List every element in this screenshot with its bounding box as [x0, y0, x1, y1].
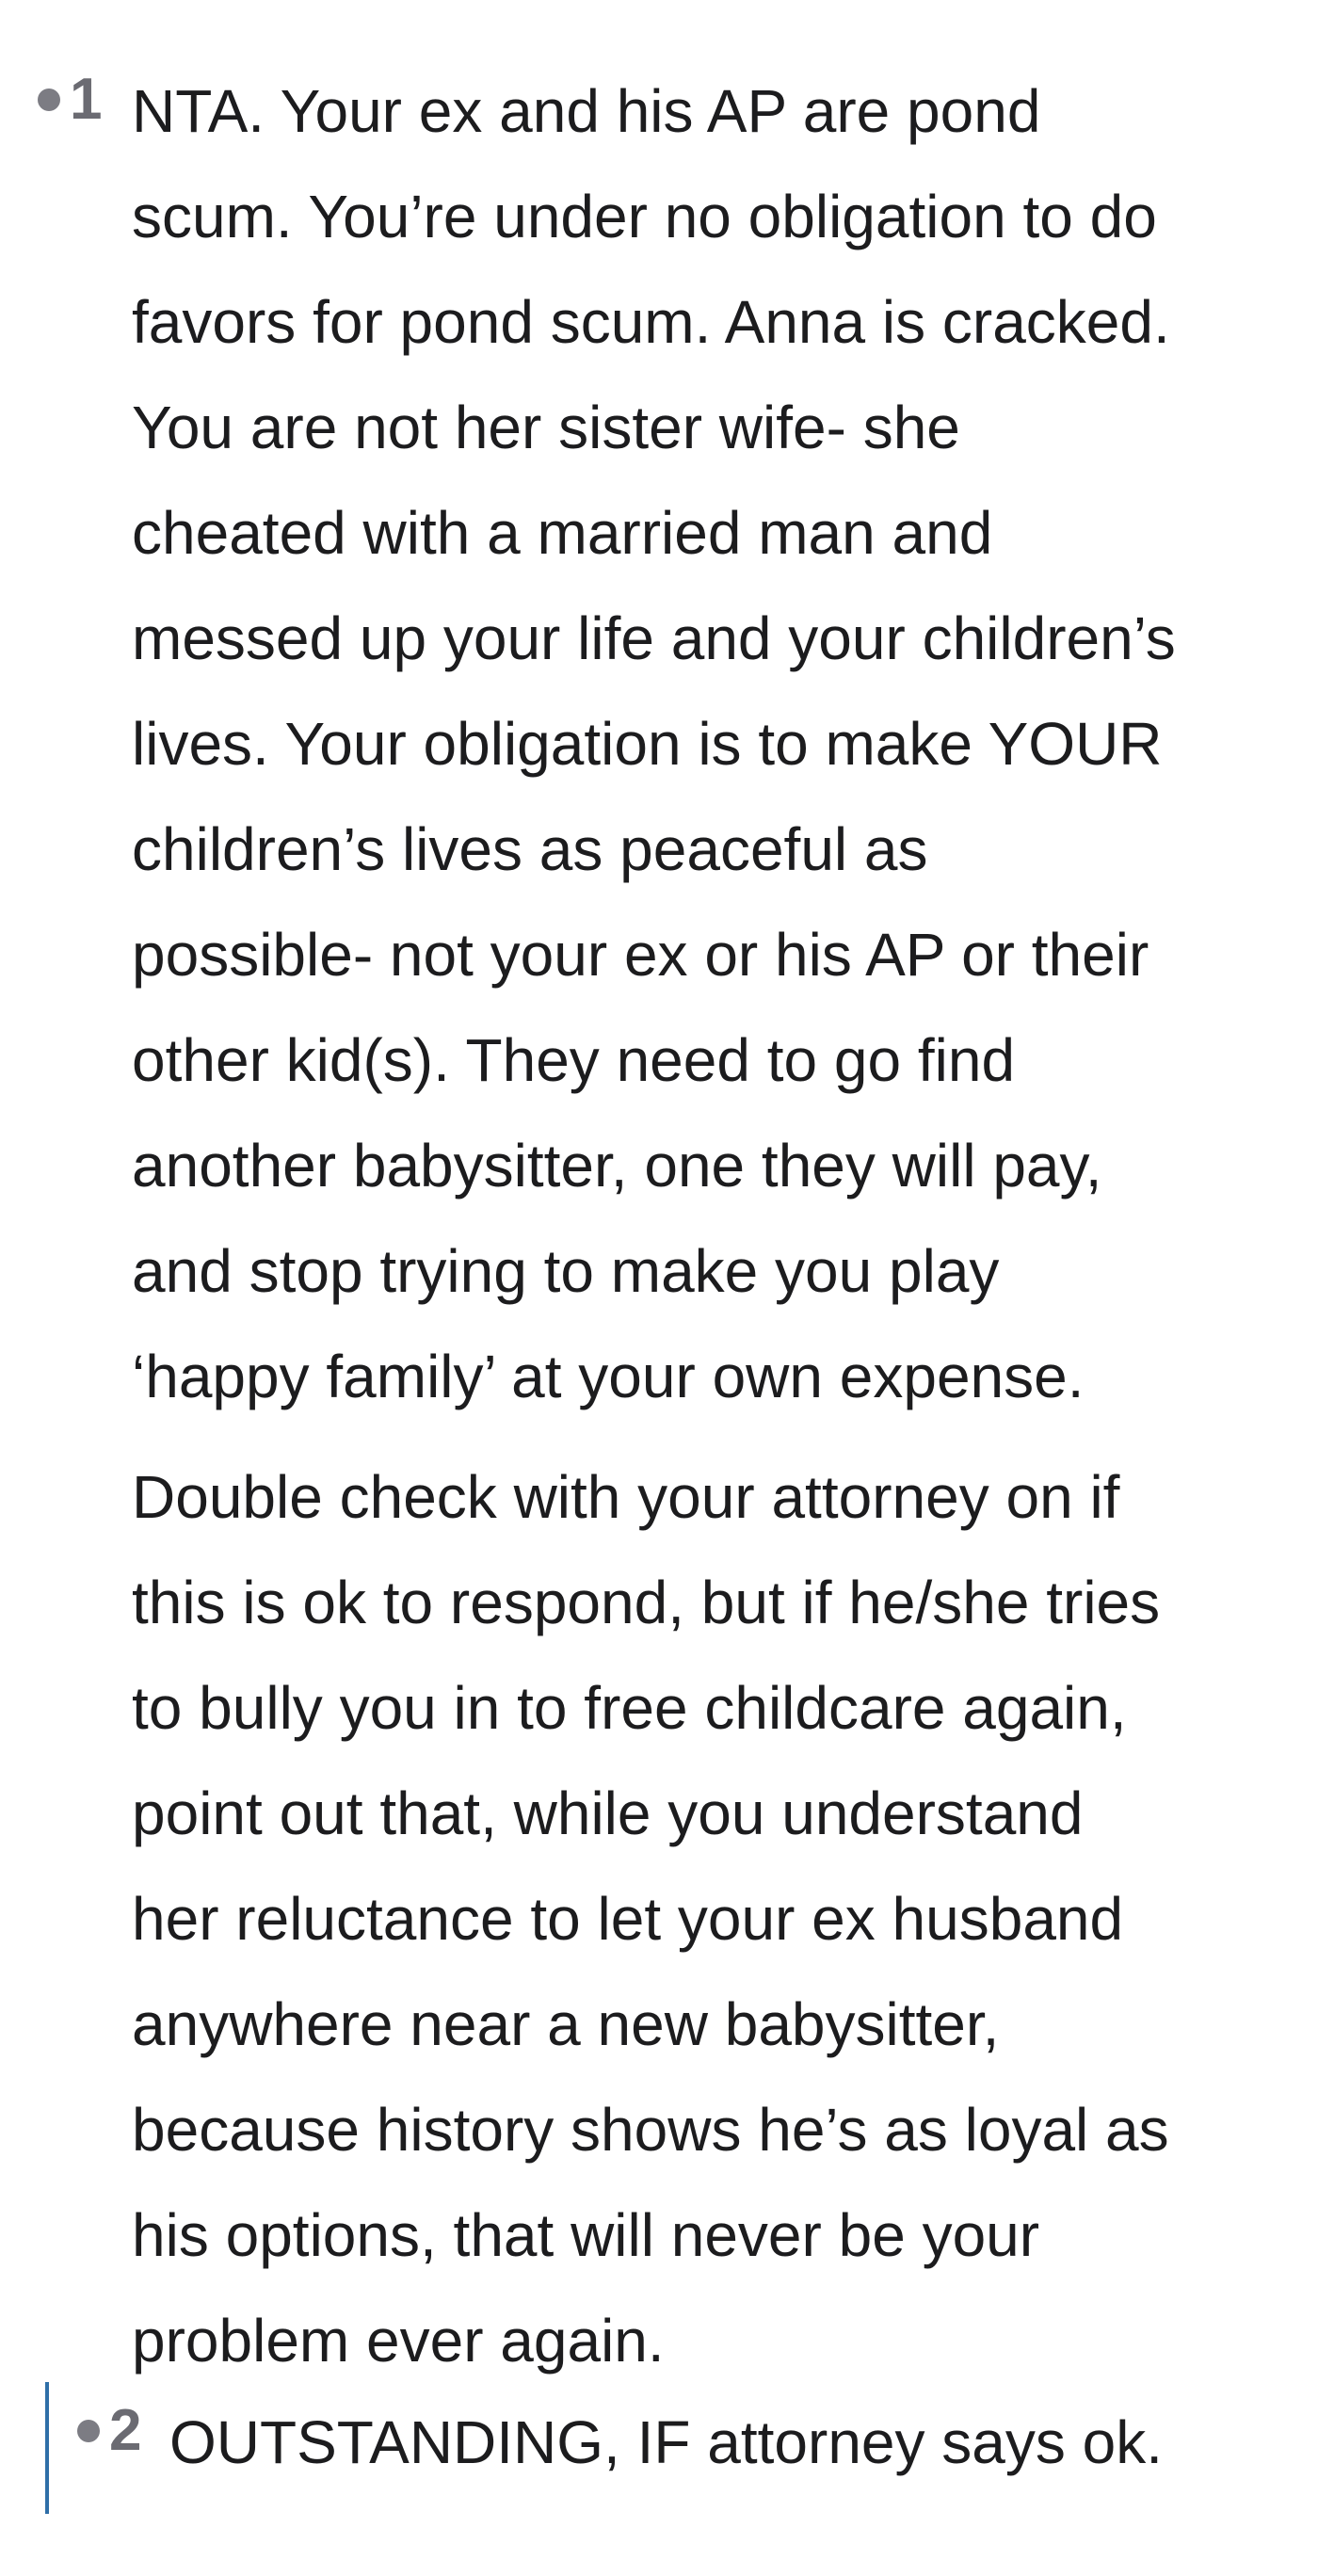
text-line: problem ever again.: [132, 2307, 665, 2375]
text-line: OUTSTANDING, IF attorney says ok.: [169, 2408, 1164, 2476]
text-line: her reluctance to let your ex husband: [132, 1885, 1124, 1953]
bullet-dot-icon: [77, 2420, 100, 2442]
text-line: lives. Your obligation is to make YOUR: [132, 710, 1163, 778]
thread-indent-line[interactable]: [45, 2382, 49, 2514]
comment-meta: [77, 2390, 141, 2472]
text-line: NTA. Your ex and his AP are pond: [132, 77, 1041, 145]
text-line: other kid(s). They need to go find: [132, 1026, 1016, 1094]
bullet-dot-icon: [38, 89, 60, 111]
comment-score: 2: [109, 2398, 142, 2463]
text-line: messed up your life and your children’s: [132, 604, 1176, 672]
text-line: cheated with a married man and: [132, 499, 993, 567]
text-line: ‘happy family’ at your own expense.: [132, 1343, 1085, 1410]
text-line: another babysitter, one they will pay,: [132, 1132, 1102, 1199]
comment-paragraph: [132, 58, 1299, 1429]
text-line: favors for pond scum. Anna is cracked.: [132, 288, 1170, 356]
text-line: his options, that will never be your: [132, 2201, 1040, 2269]
comment-meta: [38, 58, 102, 141]
comment-body: [132, 58, 1299, 2393]
text-line: to bully you in to free childcare again,: [132, 1674, 1127, 1742]
comment-body: [169, 2390, 1299, 2495]
text-line: Double check with your attorney on if: [132, 1463, 1120, 1531]
text-line: because history shows he’s as loyal as: [132, 2096, 1169, 2164]
text-line: possible- not your ex or his AP or their: [132, 921, 1149, 989]
text-line: children’s lives as peaceful as: [132, 815, 928, 883]
text-line: anywhere near a new babysitter,: [132, 1990, 1000, 2058]
text-line: and stop trying to make you play: [132, 1237, 1000, 1305]
comment-score: 1: [70, 67, 103, 132]
text-line: this is ok to respond, but if he/she tries: [132, 1569, 1161, 1636]
text-line: point out that, while you understand: [132, 1779, 1084, 1847]
text-line: You are not her sister wife- she: [132, 394, 960, 461]
comment-paragraph: [132, 1444, 1299, 2393]
text-line: scum. You’re under no obligation to do: [132, 183, 1157, 250]
